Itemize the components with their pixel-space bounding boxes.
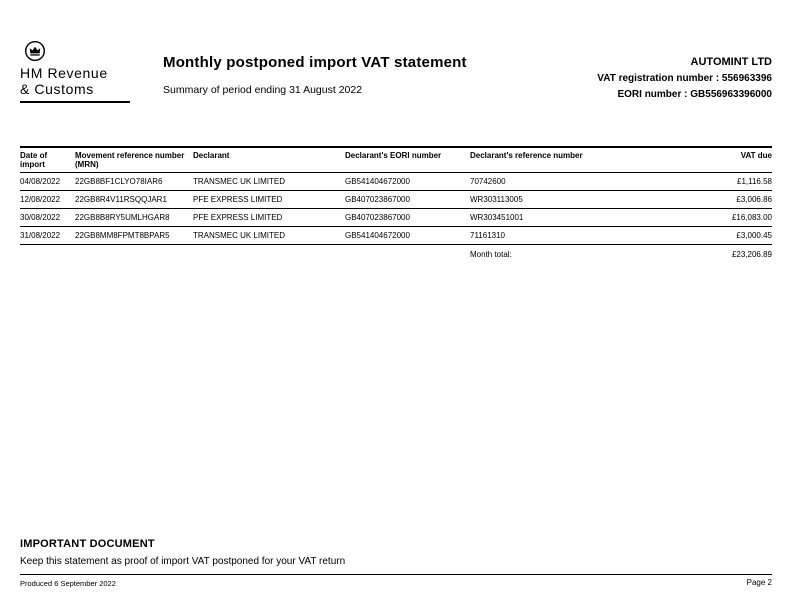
cell-date: 30/08/2022 bbox=[20, 209, 75, 227]
column-header-vat-due: VAT due bbox=[640, 147, 772, 173]
produced-date: Produced 6 September 2022 bbox=[20, 579, 116, 588]
month-total-spacer bbox=[20, 245, 470, 264]
column-header-declarant-reference: Declarant's reference number bbox=[470, 147, 640, 173]
month-total-row bbox=[20, 245, 772, 264]
cell-declarant-eori: GB541404672000 bbox=[345, 227, 470, 245]
important-heading: IMPORTANT DOCUMENT bbox=[20, 538, 155, 550]
crown-icon bbox=[24, 40, 46, 62]
table-row bbox=[20, 227, 772, 245]
vat-registration-number: VAT registration number : 556963396 bbox=[597, 73, 772, 84]
column-header-declarant: Declarant bbox=[193, 147, 345, 173]
cell-declarant: TRANSMEC UK LIMITED bbox=[193, 173, 345, 191]
column-header-declarant-eori: Declarant's EORI number bbox=[345, 147, 470, 173]
table-row bbox=[20, 191, 772, 209]
cell-declarant-reference: WR303113005 bbox=[470, 191, 640, 209]
cell-declarant: PFE EXPRESS LIMITED bbox=[193, 191, 345, 209]
cell-mrn: 22GB8R4V11RSQQJAR1 bbox=[75, 191, 193, 209]
cell-date: 04/08/2022 bbox=[20, 173, 75, 191]
cell-declarant-reference: 71161310 bbox=[470, 227, 640, 245]
vat-statement-table bbox=[20, 146, 772, 263]
company-name: AUTOMINT LTD bbox=[690, 56, 772, 68]
cell-declarant-eori: GB407023867000 bbox=[345, 191, 470, 209]
hmrc-logo-line1: HM Revenue bbox=[20, 65, 108, 81]
logo-underline bbox=[20, 101, 130, 103]
cell-mrn: 22GB8MM8FPMT8BPAR5 bbox=[75, 227, 193, 245]
cell-date: 31/08/2022 bbox=[20, 227, 75, 245]
hmrc-logo bbox=[20, 40, 132, 103]
statement-subtitle: Summary of period ending 31 August 2022 bbox=[163, 84, 363, 96]
important-notice bbox=[20, 538, 345, 567]
table-header-row bbox=[20, 147, 772, 173]
important-text: Keep this statement as proof of import VAT postponed for your VAT return bbox=[20, 556, 346, 567]
cell-declarant: TRANSMEC UK LIMITED bbox=[193, 227, 345, 245]
month-total-value: £23,206.89 bbox=[731, 250, 772, 259]
title-block bbox=[163, 54, 467, 96]
table-row bbox=[20, 209, 772, 227]
cell-vat-due: £1,116.58 bbox=[640, 173, 772, 191]
cell-vat-due: £3,000.45 bbox=[640, 227, 772, 245]
cell-declarant-eori: GB541404672000 bbox=[345, 173, 470, 191]
hmrc-logo-text bbox=[20, 65, 132, 97]
cell-mrn: 22GB8BF1CLYO78IAR6 bbox=[75, 173, 193, 191]
cell-mrn: 22GB8B8RY5UMLHGAR8 bbox=[75, 209, 193, 227]
cell-vat-due: £16,083.00 bbox=[640, 209, 772, 227]
cell-declarant-reference: 70742600 bbox=[470, 173, 640, 191]
table-row bbox=[20, 173, 772, 191]
month-total-label: Month total: bbox=[470, 250, 512, 259]
column-header-date: Date of import bbox=[20, 147, 75, 173]
cell-declarant: PFE EXPRESS LIMITED bbox=[193, 209, 345, 227]
hmrc-logo-line2: & Customs bbox=[20, 81, 94, 97]
cell-declarant-reference: WR303451001 bbox=[470, 209, 640, 227]
footer-divider bbox=[20, 574, 772, 575]
cell-declarant-eori: GB407023867000 bbox=[345, 209, 470, 227]
column-header-mrn: Movement reference number (MRN) bbox=[75, 147, 193, 173]
page-title: Monthly postponed import VAT statement bbox=[163, 54, 467, 71]
eori-number: EORI number : GB556963396000 bbox=[617, 89, 772, 100]
cell-date: 12/08/2022 bbox=[20, 191, 75, 209]
cell-vat-due: £3,006.86 bbox=[640, 191, 772, 209]
page-number: Page 2 bbox=[746, 578, 772, 587]
company-details bbox=[597, 56, 772, 100]
